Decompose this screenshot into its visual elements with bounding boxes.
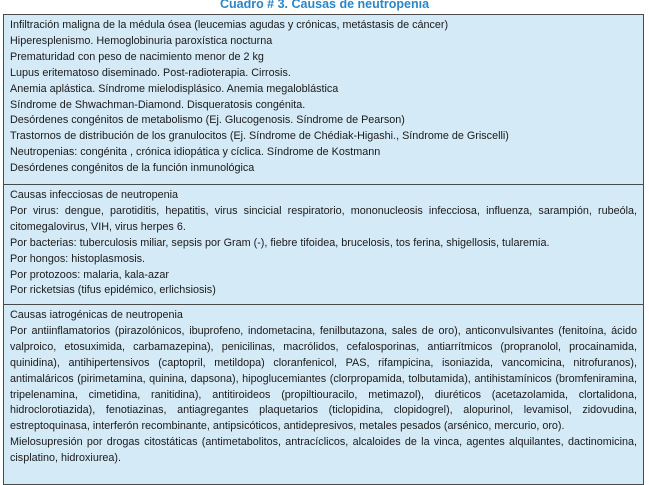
list-item: Neutropenias: congénita , crónica idiopática y cíclica. Síndrome de Kostmann [10,146,381,159]
list-item: Por antiinflamatorios (pirazolónicos, ibuprofeno, indometacina, fenilbutazona, sales de oro), anticonvulsivantes (fenitoína, ácido valproico, etosuximida, carbamazepina), penicilinas, macrólidos, cefalosporinas, antiarrítmicos (propranolol, procainamida, quinidina), antihipertensivos (captopril, metildopa) cloranfenicol, PAS, rifampicina, isoniazida, vancomicina, nitrofuranos), antimaláricos (pirimetamina, quinina, dapsona), hipoglucemiantes (clorpropamida, tolbutamida), antihistamínicos (bromfeniramina, tripelenamina, cimetidina, ranitidina), antitiroideos (propiltiouracilo, metimazol), diuréticos (acetazolamida, clortalidona, hidroclorotiazida), fenotiazinas, antiagregantes plaquetarios (ticlopidina, clopidogrel), alopurinol, levamisol, zidovudina, estreptoquinasa, interferón recombinante, antipsicóticos, antidepresivos, metales pesados (arsénico, mercurio, oro). [10,324,637,433]
list-item: Trastornos de distribución de los granulocitos (Ej. Síndrome de Chédiak-Higashi., Síndrome de Griscelli) [10,130,509,143]
list-item: Por hongos: histoplasmosis. [10,252,146,265]
section-infectious-causes [4,184,643,304]
list-item: Desórdenes congénitos de la función inmunológica [10,162,255,175]
table-title: Cuadro # 3. Causas de neutropenia [219,0,430,11]
list-item: Desórdenes congénitos de metabolismo (Ej. Glucogenosis. Síndrome de Pearson) [10,114,405,127]
list-item: Prematuridad con peso de nacimiento menor de 2 kg [10,50,264,63]
section-heading: Causas iatrogénicas de neutropenia [10,309,183,321]
list-item: Lupus eritematoso diseminado. Post-radioterapia. Cirrosis. [10,66,291,79]
causes-table [3,14,644,485]
list-item: Síndrome de Shwachman-Diamond. Disqueratosis congénita. [10,98,306,111]
list-item: Anemia aplástica. Síndrome mielodisplásico. Anemia megaloblástica [10,82,339,95]
list-item: Hiperesplenismo. Hemoglobinuria paroxística nocturna [10,34,273,47]
list-item: Por ricketsias (tifus epidémico, erlichsiosis) [10,284,216,297]
section-heading: Causas infecciosas de neutropenia [10,189,179,201]
section-iatrogenic-causes [4,304,643,484]
list-item: Por virus: dengue, parotiditis, hepatitis, virus sincicial respiratorio, mononucleosis infecciosa, influenza, sarampión, rubeóla, citomegalovirus, VIH, virus herpes 6. [10,204,637,233]
list-item: Por protozoos: malaria, kala-azar [10,268,170,281]
list-item: Infiltración maligna de la médula ósea (leucemias agudas y crónicas, metástasis de cáncer) [10,19,449,31]
section-general-causes [4,15,643,184]
list-item: Por bacterias: tuberculosis miliar, sepsis por Gram (-), fiebre tifoidea, brucelosis, tos ferina, shigellosis, tularemia. [10,236,550,249]
list-item: Mielosupresión por drogas citostáticas (antimetabolitos, antracíclicos, alcaloides de la vinca, agentes alquilantes, dactinomicina, cisplatino, hidroxiurea). [10,436,637,465]
